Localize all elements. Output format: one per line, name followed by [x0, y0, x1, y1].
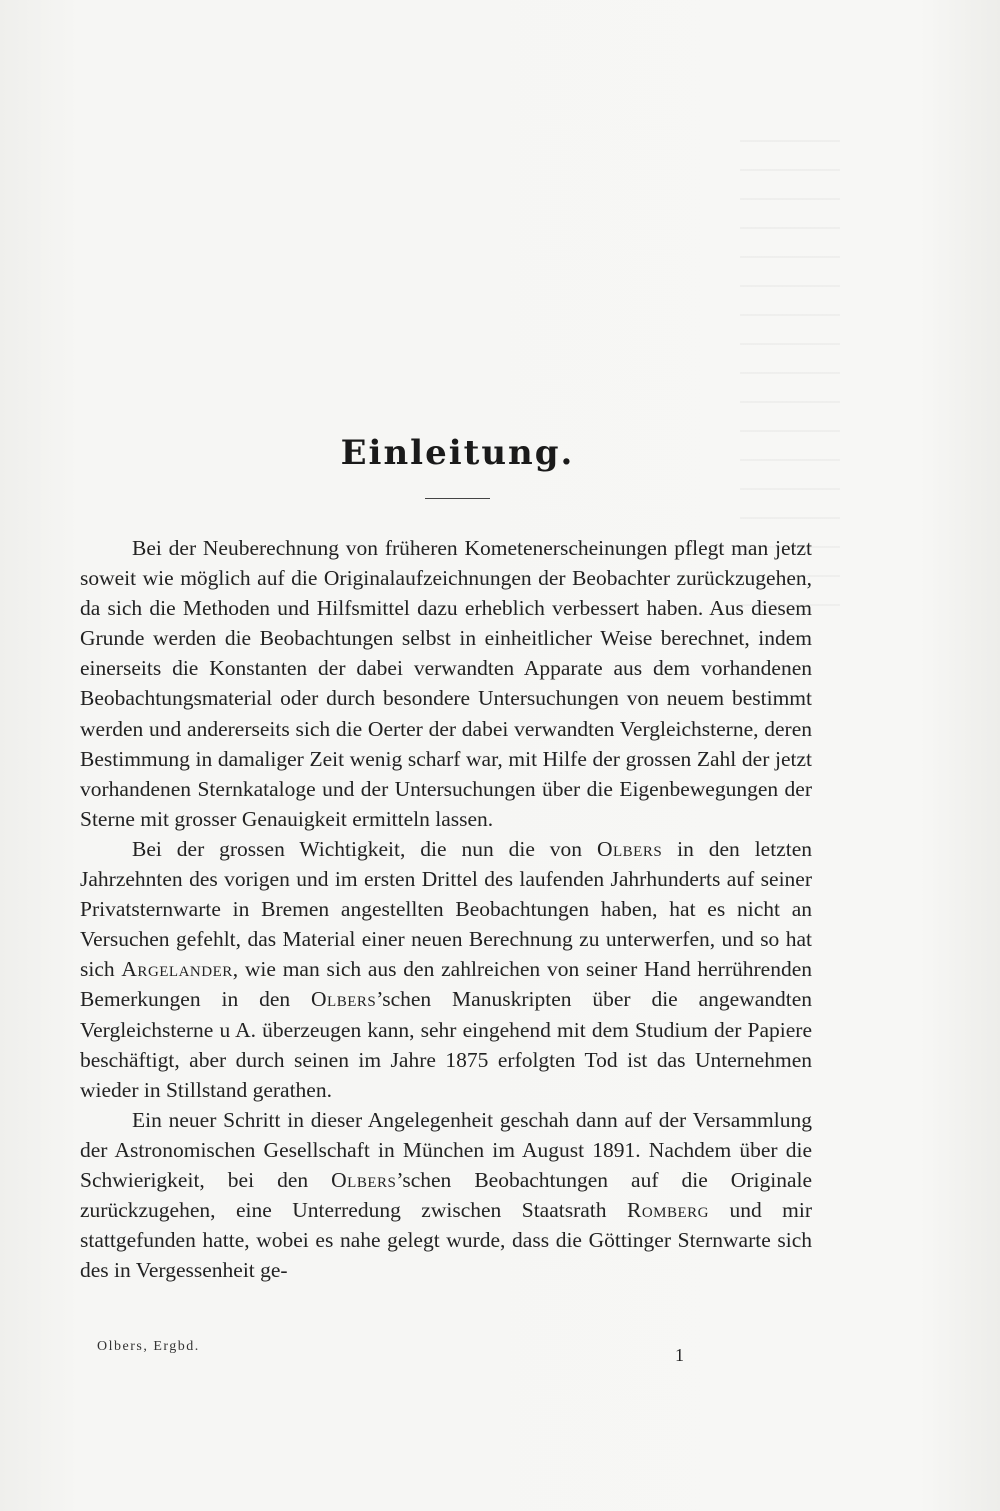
signature-mark: Olbers, Ergbd.: [97, 1339, 200, 1354]
author-name-olbers: Olbers: [311, 987, 377, 1012]
paragraph-2-text: in den letzten Jahrzehnten des vorigen und im ersten Drittel des laufenden Jahrhunderts auf seiner Privatsternwarte in Bremen angestellten Beobachtungen haben, hat es nicht an Versuchen gefehlt, das Material einer neuen Berechnung zu unterwerfen, und so hat sich: [80, 836, 813, 982]
body-text: [80, 533, 812, 1285]
author-name-olbers: Olbers: [331, 1167, 397, 1192]
paragraph-2-text: ’schen Manuskripten über die angewandten Vergleichsterne u A. überzeugen kann, sehr eingehend mit dem Studium der Papiere beschäftigt, aber durch seinen im Jahre 1875 erfolgten Tod ist das Unternehmen wieder in Stillstand gerathen.: [80, 987, 813, 1102]
paragraph-1: [80, 533, 812, 834]
author-name-argelander: Argelander: [121, 957, 233, 982]
paragraph-3-text: ’schen Beobachtungen auf die Originale zurückzugehen, eine Unterredung zwischen Staatsrath: [80, 1167, 812, 1223]
title-rule: [425, 498, 490, 499]
paragraph-2-text: , wie man sich aus den zahlreichen von seiner Hand herrührenden Bemerkungen in den: [80, 957, 812, 1012]
author-name-romberg: Romberg: [626, 1198, 709, 1223]
paragraph-3-text: Ein neuer Schritt in dieser Angelegenheit geschah dann auf der Versammlung der Astronomischen Gesellschaft in München im August 1891. Nachdem über die Schwierigkeit, bei den: [80, 1107, 812, 1192]
paragraph-2: [80, 834, 812, 1105]
paragraph-3-text: und mir stattgefunden hatte, wobei es nahe gelegt wurde, dass die Göttinger Sternwarte sich des in Vergessenheit ge-: [80, 1198, 813, 1283]
paragraph-3: [80, 1105, 812, 1286]
paragraph-2-text: Bei der grossen Wichtigkeit, die nun die von: [132, 836, 583, 861]
page-number: 1: [675, 1345, 684, 1365]
chapter-title: Einleitung.: [340, 433, 575, 473]
author-name-olbers: Olbers: [596, 836, 663, 861]
paragraph-1-text: Bei der Neuberechnung von früheren Kometenerscheinungen pflegt man jetzt soweit wie möglich auf die Originalaufzeichnungen der Beobachter zurückzugehen, da sich die Methoden und Hilfsmittel dazu erheblich verbessert haben. Aus diesem Grunde werden die Beobachtungen selbst in einheitlicher Weise berechnet, indem einerseits die Konstanten der dabei verwandten Apparate aus dem vorhandenen Beobachtungsmaterial oder durch besondere Untersuchungen von neuem bestimmt werden und andererseits sich die Oerter der dabei verwandten Vergleichsterne, deren Bestimmung in damaliger Zeit wenig scharf war, mit Hilfe der grossen Zahl der jetzt vorhandenen Sternkataloge und der Untersuchungen über die Eigenbewegungen der Sterne mit grosser Genauigkeit ermitteln lassen.: [80, 536, 812, 831]
